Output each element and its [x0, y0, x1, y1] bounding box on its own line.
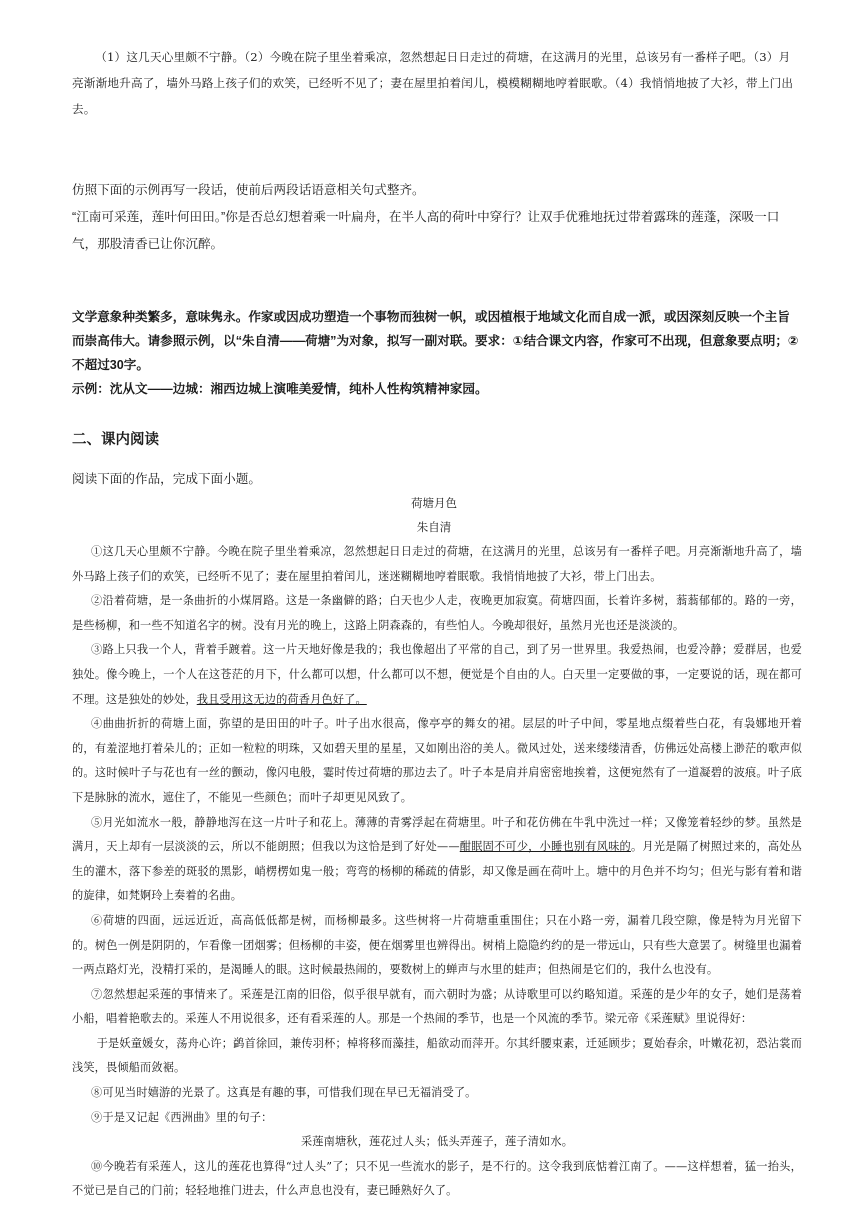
article-author: 朱自清 [416, 520, 452, 534]
paragraph-3 [72, 638, 802, 712]
paragraph-1: ①这几天心里颇不宁静。今晚在院子里坐着乘凉，忽然想起日日走过的荷塘，在这满月的光里，总该另有一番样子吧。月亮渐渐地升高了，墙外马路上孩子们的欢笑，已经听不见了；妻在屋里拍着闰儿，迷迷糊糊地哼着眠歌。我悄悄地披了大衫，带上门出去。 [72, 545, 802, 583]
paragraph-9-verse: 采莲南塘秋，莲花过人头；低头弄莲子，莲子清如水。 [300, 1135, 574, 1149]
paragraph-7: ⑦忽然想起采莲的事情来了。采莲是江南的旧俗，似乎很早就有，而六朝时为盛；从诗歌里可以约略知道。采莲的是少年的女子，她们是荡着小船，唱着艳歌去的。采莲人不用说很多，还有看采莲的人。那是一个热闹的季节，也是一个风流的季节。梁元帝《采莲赋》里说得好： [72, 987, 802, 1026]
question-sentences [72, 44, 802, 122]
paragraph-5-text-b: 。月光是隔了树照过来的，高处丛生的灌木，落下参差的斑驳的黑影，峭楞楞如鬼一般；弯弯的杨柳的稀疏的倩影，却又像是画在荷叶上。塘中的月色并不均匀；但光与影有着和谐的旋律，如梵婀玲上奏着的名曲。 [72, 840, 802, 903]
imitation-question [72, 177, 802, 258]
paragraph-10: ⑩今晚若有采莲人，这儿的莲花也算得“过人头”了；只不见一些流水的影子，是不行的。这令我到底惦着江南了。——这样想着，猛一抬头，不觉已是自己的门前；轻轻地推门进去，什么声息也没有，妻已睡熟好久了。 [72, 1159, 802, 1198]
imitation-instruction: 仿照下面的示例再写一段话，使前后两段话语意相关句式整齐。 [72, 183, 425, 197]
section-heading: 二、课内阅读 [72, 432, 159, 448]
paragraph-6: ⑥荷塘的四面，远远近近，高高低低都是树，而杨柳最多。这些树将一片荷塘重重围住；只在小路一旁，漏着几段空隙，像是特为月光留下的。树色一例是阴阴的，乍看像一团烟雾；但杨柳的丰姿，便在烟雾里也辨得出。树梢上隐隐约约的是一带远山，只有些大意罢了。树缝里也漏着一两点路灯光，没精打采的，是渴睡人的眼。这时候最热闹的，要数树上的蝉声与水里的蛙声；但热闹是它们的，我什么也没有。 [72, 913, 802, 977]
imitation-example: “江南可采莲，莲叶何田田。”你是否总幻想着乘一叶扁舟，在半人高的荷叶中穿行？让双手优雅地抚过带着露珠的莲蓬，深吸一口气，那股清香已让你沉醉。 [72, 210, 780, 251]
paragraph-4: ④曲曲折折的荷塘上面，弥望的是田田的叶子。叶子出水很高，像亭亭的舞女的裙。层层的叶子中间，零星地点缀着些白花，有袅娜地开着的，有羞涩地打着朵儿的；正如一粒粒的明珠，又如碧天里的星星，又如刚出浴的美人。微风过处，送来缕缕清香，仿佛远处高楼上渺茫的歌声似的。这时候叶子与花也有一丝的颤动，像闪电般，霎时传过荷塘的那边去了。叶子本是肩并肩密密地挨着，这便宛然有了一道凝碧的波痕。叶子底下是脉脉的流水，遮住了，不能见一些颜色；而叶子却更见风致了。 [72, 717, 802, 804]
paragraph-7-quote: 于是妖童媛女，荡舟心许；鹢首徐回，兼传羽杯；棹将移而藻挂，船欲动而萍开。尔其纤腰束素，迁延顾步；夏始春余，叶嫩花初，恐沾裳而浅笑，畏倾船而敛裾。 [72, 1036, 802, 1075]
article-title: 荷塘月色 [411, 496, 457, 510]
paragraph-3-text: ③路上只我一个人，背着手踱着。这一片天地好像是我的；我也像超出了平常的自己，到了另一世界里。我爱热闹，也爱冷静；爱群居，也爱独处。像今晚上，一个人在这苍茫的月下，什么都可以想，什么都可以不想，便觉是个自由的人。白天里一定要做的事，一定要说的话，现在都可不理。这是独处的妙处， [72, 643, 802, 706]
couplet-example: 示例：沈从文——边城：湘西边城上演唯美爱情，纯朴人性构筑精神家园。 [72, 382, 488, 396]
paragraph-2: ②沿着荷塘，是一条曲折的小煤屑路。这是一条幽僻的路；白天也少人走，夜晚更加寂寞。荷塘四面，长着许多树，蓊蓊郁郁的。路的一旁，是些杨柳，和一些不知道名字的树。没有月光的晚上，这路上阴森森的，有些怕人。今晚却很好，虽然月光也还是淡淡的。 [72, 594, 802, 632]
section-intro: 阅读下面的作品，完成下面小题。 [72, 472, 261, 486]
couplet-question [72, 305, 802, 401]
couplet-instruction: 文学意象种类繁多，意味隽永。作家或因成功塑造一个事物而独树一帜，或因植根于地域文化而自成一派，或因深刻反映一个主旨而崇高伟大。请参照示例，以“朱自清——荷塘”为对象，拟写一副对联。要求：①结合课文内容，作家可不出现，但意象要点明；②不超过30字。 [72, 310, 799, 372]
paragraph-8: ⑧可见当时嬉游的光景了。这真是有趣的事，可惜我们现在早已无福消受了。 [91, 1086, 477, 1100]
paragraph-9: ⑨于是又记起《西洲曲》里的句子： [91, 1110, 273, 1124]
paragraph-5 [72, 811, 802, 909]
article-body [72, 540, 802, 1204]
paragraph-5-text-a: ⑤月光如流水一般，静静地泻在这一片叶子和花上。薄薄的青雾浮起在荷塘里。叶子和花仿佛在牛乳中洗过一样；又像笼着轻纱的梦。虽然是满月，天上却有一层淡淡的云，所以不能朗照；但我以为这恰是到了好处—— [72, 815, 802, 854]
underlined-sentence-1: 我且受用这无边的荷香月色好了。 [196, 692, 367, 706]
underlined-sentence-2: 酣眠固不可少，小睡也别有风味的 [459, 840, 631, 854]
sentence-group-text: （1）这几天心里颇不宁静。（2）今晚在院子里坐着乘凉，忽然想起日日走过的荷塘，在这满月的光里，总该另有一番样子吧。（3）月亮渐渐地升高了，墙外马路上孩子们的欢笑，已经听不见了；妻在屋里拍着闰儿，模模糊糊地哼着眠歌。（4）我悄悄地披了大衫，带上门出去。 [72, 50, 794, 116]
